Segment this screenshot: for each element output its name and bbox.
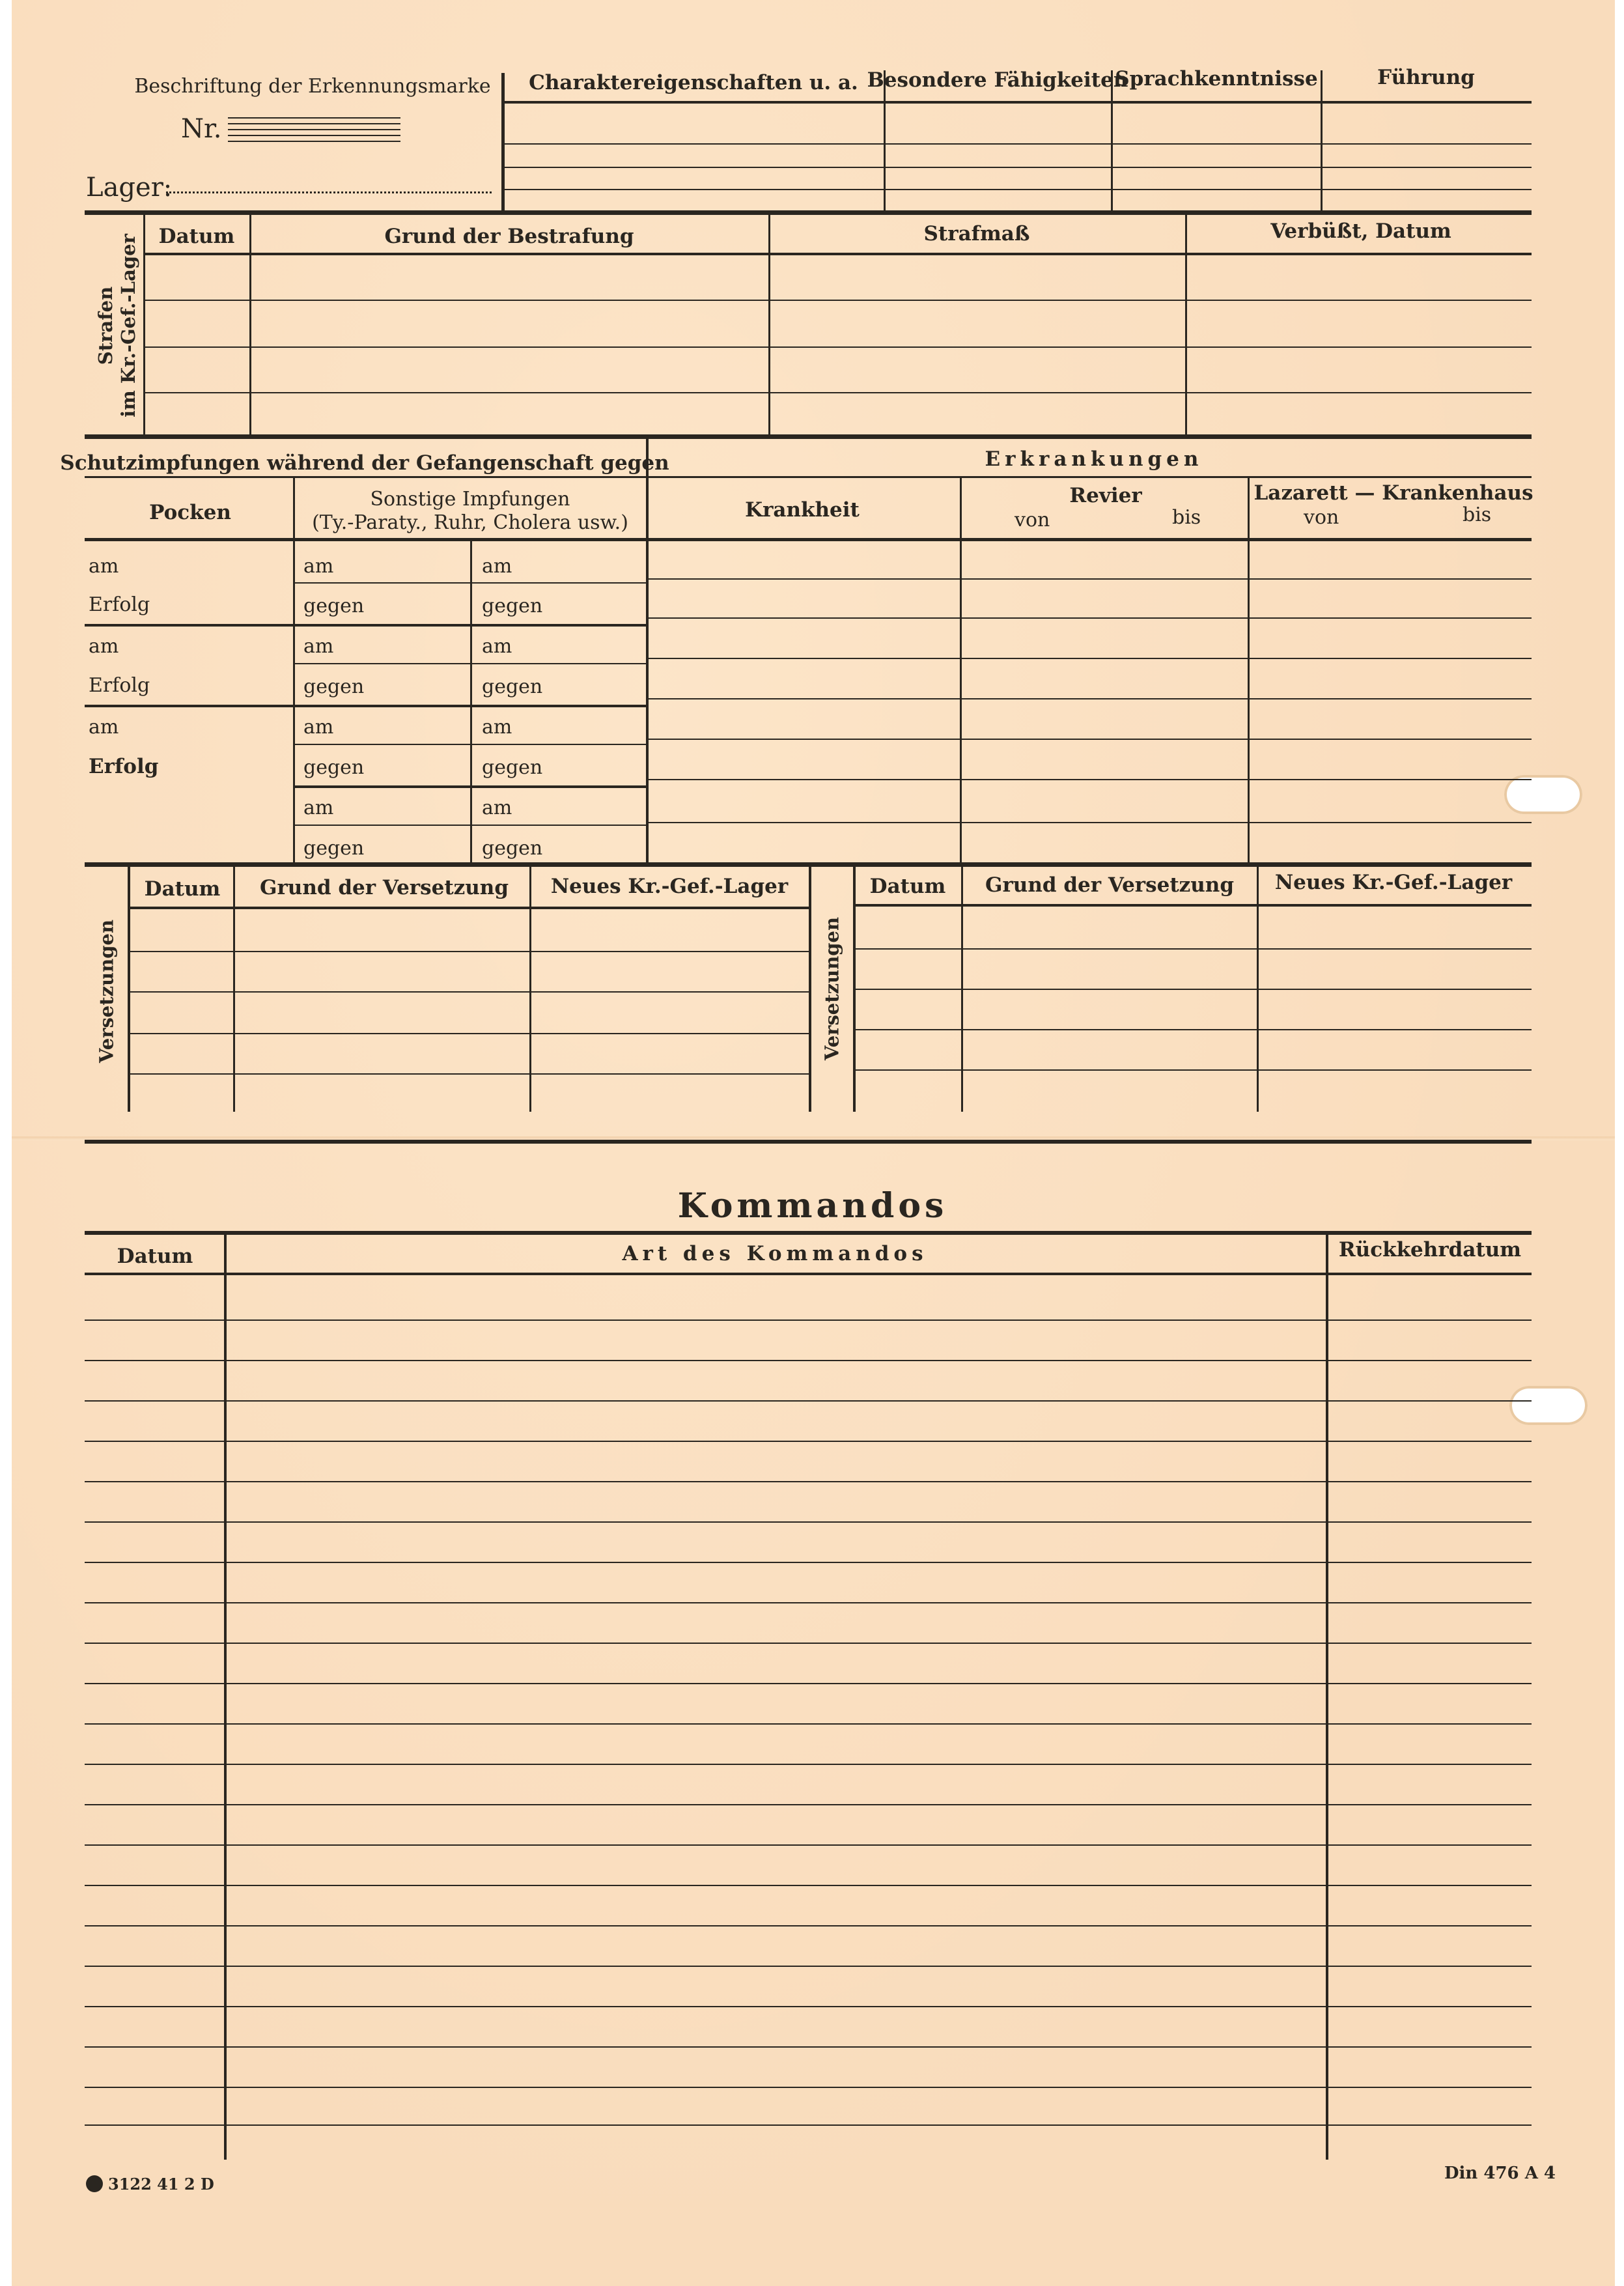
versetzungen-right-col-lager: Neues Kr.-Gef.-Lager [1274, 871, 1513, 894]
col-besondere-faehigkeiten: Besondere Fähigkeiten [867, 68, 1128, 92]
sonstige-gegen-2a: gegen [303, 675, 365, 698]
sonstige-gegen-1b: gegen [482, 595, 543, 617]
versetzungen-right-col-grund: Grund der Versetzung [985, 873, 1234, 897]
strafen-col-grund: Grund der Bestrafung [384, 225, 634, 248]
revier-bis: bis [1172, 506, 1201, 529]
sonstige-gegen-4a: gegen [303, 837, 365, 860]
erkennungsmarke-label: Beschriftung der Erkennungsmarke [134, 75, 491, 98]
sonstige-gegen-1a: gegen [303, 595, 365, 617]
versetzungen-side-label-left: Versetzungen [95, 919, 118, 1064]
erkrankungen-col-revier: Revier [1069, 484, 1142, 507]
strafen-col-verbuesst: Verbüßt, Datum [1270, 219, 1451, 243]
punch-hole-lower [1509, 1386, 1588, 1425]
sonstige-line2: (Ty.-Paraty., Ruhr, Cholera usw.) [312, 511, 628, 534]
col-fuehrung: Führung [1377, 66, 1475, 89]
versetzungen-right-col-datum: Datum [869, 875, 946, 898]
sonstige-am-1b: am [482, 555, 512, 578]
printer-mark-icon [86, 2175, 103, 2192]
erkrankungen-title: Erkrankungen [985, 447, 1203, 471]
versetzungen-left-col-datum: Datum [144, 877, 221, 901]
kommandos-col-art: Art des Kommandos [622, 1242, 928, 1265]
versetzungen-left-col-grund: Grund der Versetzung [260, 876, 509, 899]
pocken-erfolg-2: Erfolg [89, 674, 150, 697]
versetzungen-side-label-right: Versetzungen [820, 916, 843, 1061]
sonstige-am-4b: am [482, 797, 512, 819]
sonstige-line1: Sonstige Impfungen [370, 488, 570, 511]
pocken-am-1: am [89, 555, 119, 578]
revier-von: von [1015, 509, 1050, 531]
col-sprachkenntnisse: Sprachkenntnisse [1115, 67, 1318, 91]
sonstige-am-3a: am [303, 716, 334, 739]
lazarett-bis: bis [1463, 503, 1492, 526]
pocken-erfolg-3: Erfolg [89, 755, 159, 778]
sonstige-gegen-3b: gegen [482, 756, 543, 779]
impfungen-title: Schutzimpfungen während der Gefangenschaft gegen [60, 451, 669, 475]
erkrankungen-col-krankheit: Krankheit [745, 498, 860, 522]
kommandos-col-datum: Datum [117, 1245, 193, 1268]
erkrankungen-col-lazarett: Lazarett — Krankenhaus [1253, 481, 1533, 505]
strafen-side-line2: im Kr.-Gef.-Lager [117, 234, 139, 417]
lager-label: Lager: [86, 173, 173, 203]
nr-label: Nr. [181, 114, 222, 144]
kommandos-col-rueckkehr: Rückkehrdatum [1338, 1238, 1522, 1262]
lazarett-von: von [1304, 506, 1339, 529]
sonstige-gegen-2b: gegen [482, 675, 543, 698]
din-format: Din 476 A 4 [1444, 2164, 1556, 2183]
print-code: 3122 41 2 D [108, 2175, 214, 2194]
sonstige-am-3b: am [482, 716, 512, 739]
kommandos-title: Kommandos [677, 1186, 948, 1226]
sonstige-am-1a: am [303, 555, 334, 578]
sonstige-am-2b: am [482, 635, 512, 658]
pocken-am-2: am [89, 635, 119, 658]
strafen-side-label [94, 234, 140, 417]
pocken-erfolg-1: Erfolg [89, 593, 150, 616]
strafen-side-line1: Strafen [94, 286, 117, 365]
pocken-am-3: am [89, 716, 119, 739]
versetzungen-left-col-lager: Neues Kr.-Gef.-Lager [550, 875, 789, 898]
sonstige-gegen-4b: gegen [482, 837, 543, 860]
punch-hole-upper [1504, 775, 1582, 814]
strafen-col-datum: Datum [158, 225, 235, 248]
sonstige-am-4a: am [303, 797, 334, 819]
col-charaktereigenschaften: Charaktereigenschaften u. a. [529, 71, 858, 94]
sonstige-gegen-3a: gegen [303, 756, 365, 779]
pocken-label: Pocken [149, 501, 231, 524]
strafen-col-strafmass: Strafmaß [923, 222, 1030, 246]
sonstige-am-2a: am [303, 635, 334, 658]
lager-field[interactable] [166, 191, 492, 193]
